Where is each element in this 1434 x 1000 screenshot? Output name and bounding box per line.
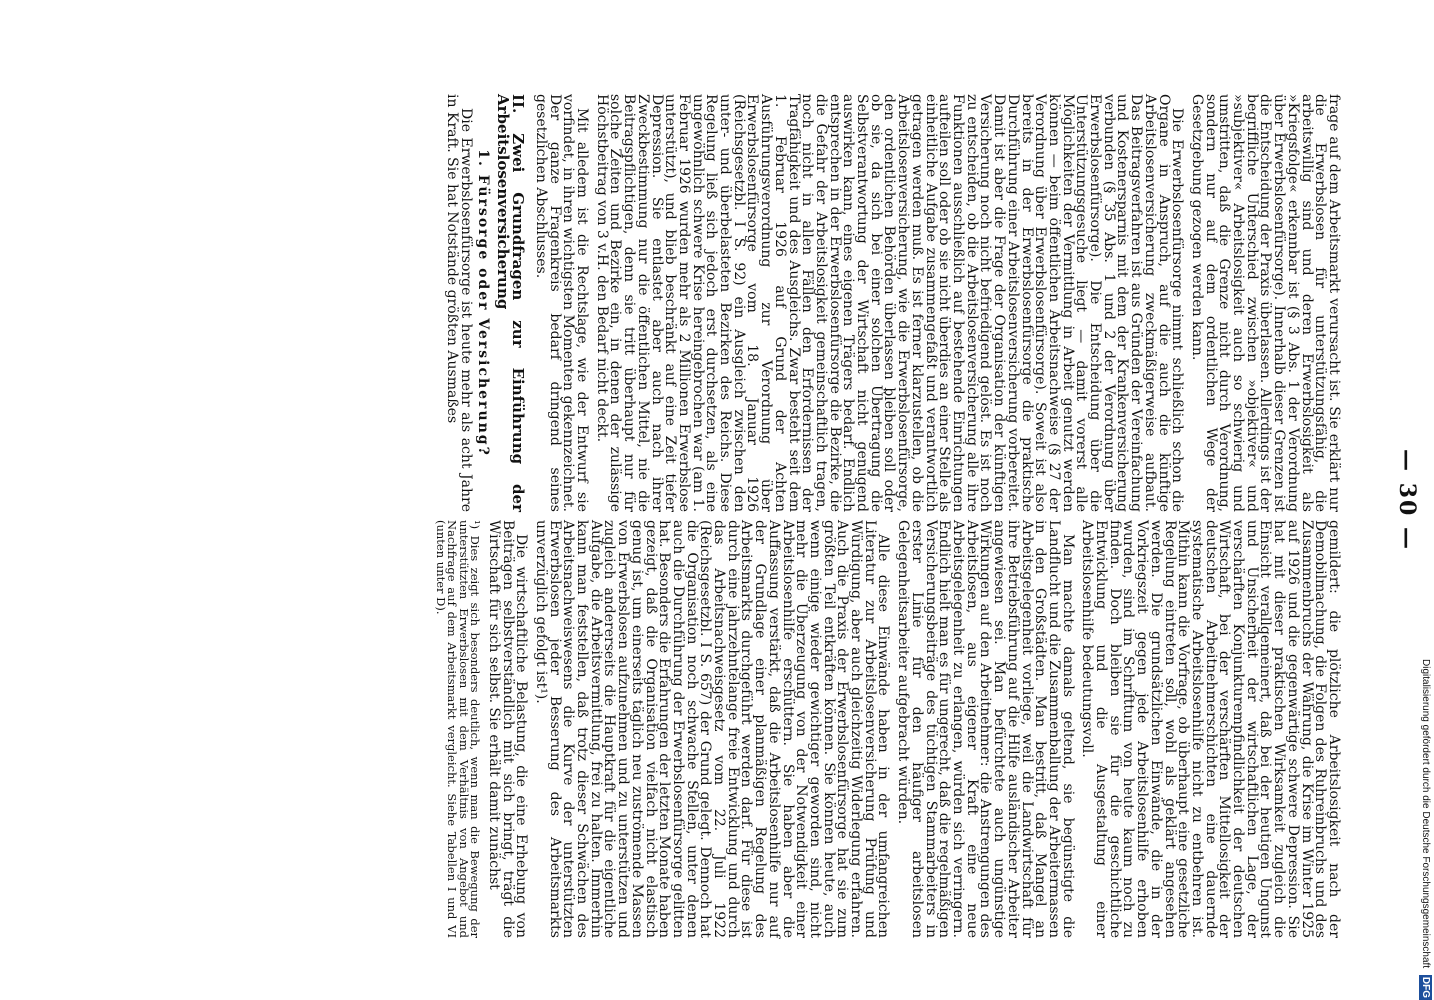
paragraph: Alle diese Einwände haben in der umfangreichen Literatur zur Arbeitslosenversicherung Prüfung und Würdigung, aber auch gleichzeitig Widerlegung erfahren. Auch die Praxis der Erwerbslosenfürsorge hat sie zum größten Teil entkräften können. Sie können heute, auch wenn einige wieder gewichtiger geworden sind, nicht mehr die Überzeugung von der Notwendigkeit einer Arbeitslosenhilfe erschüttern. Sie haben aber die Auffassung verstärkt, daß die Arbeitslosenhilfe nur auf der Grundlage einer planmäßigen Regelung des Arbeitsmarkts durchgeführt werden darf. Für diese ist durch eine jahrzehntelange freie Entwicklung und durch das Arbeitsnachweisgesetz vom 22. Juli 1922 (Reichsgesetzbl. I S. 657) der Grund gelegt. Dennoch hat die Organisation noch schwache Stellen, unter denen auch die Durchführung der Erwerbslosenfürsorge gelitten hat. Besonders die Erfahrungen der letzten Monate haben gezeigt, daß die Organisation vielfach nicht elastisch genug ist, um einerseits täglich neu zuströmende Massen von Erwerbslosen aufzunehmen und zu unterstützen und zugleich andererseits die Hauptkraft für die eigentliche Aufgabe, die Arbeitsvermittlung, frei zu halten. Immerhin kann man feststellen, daß trotz dieser Schwächen des Arbeitsnachweiswesens die Kurve der unterstützten Erwerbslosen jeder Besserung des Arbeitsmarkts unverzüglich gefolgt ist¹). xyxy=(532,520,892,938)
paragraph: frage auf dem Arbeitsmarkt verursacht ist. Sie erklärt nur die Erwerbslosen für unterstützungsfähig, die arbeitswillig sind und deren Erwerbslosigkeit als »Kriegsfolge« erkennbar ist (§ 3 Abs. 1 der Verordnung über Erwerbslosenfürsorge). Innerhalb dieser Grenzen ist die Entscheidung der Praxis überlassen. Allerdings ist der begriffliche Unterschied zwischen »objektiver« und »subjektiver« Arbeitslosigkeit auch so schwierig und umstritten, daß die Grenze nicht durch Verordnung, sondern nur auf dem ordentlichen Wege der Gesetzgebung gezogen werden kann. xyxy=(1188,94,1342,512)
paragraph: Die Erwerbslosenfürsorge nimmt schließlich schon die Organe in Anspruch, auf die auch die künftige Arbeitslosenversicherung zweckmäßigerweise aufbaut. Das Beitragsverfahren ist aus Gründen der Vereinfachung und Kostenersparnis mit dem der Krankenversicherung verbunden (§ 35 Abs. 1 und 2 der Verordnung über Erwerbslosenfürsorge). Die Entscheidung über die Unterstützungsgesuche liegt — damit vorerst alle Möglichkeiten der Vermittlung in Arbeit genutzt werden können — beim öffentlichen Arbeitsnachweise (§ 27 der Verordnung über Erwerbslosenfürsorge). Soweit ist also bereits in der Erwerbslosenfürsorge die praktische Durchführung einer Arbeitslosenversicherung vorbereitet. Damit ist aber die Frage der Organisation der künftigen Versicherung noch nicht befriedigend gelöst. Es ist noch zu entscheiden, ob die Arbeitslosenversicherung alle ihre Funktionen ausschließlich auf bestehende Einrichtungen aufteilen soll oder ob sie nicht überdies an einer Stelle als einheitliche Aufgabe zusammengefaßt und verantwortlich getragen werden muß. Es ist ferner klarzustellen, ob die Arbeitslosenversicherung, wie die Erwerbslosenfürsorge, den ordentlichen Behörden überlassen bleiben soll oder ob sie, da sich bei einer solchen Übertragung die Selbstverantwortung der Wirtschaft nicht genügend auswirken kann, eines eigenen Trägers bedarf. Endlich entsprechen in der Erwerbslosenfürsorge die Bezirke, die die Gefahr der Arbeitslosigkeit gemeinschaftlich tragen, noch nicht in allen Fällen den Erfordernissen der Tragfähigkeit und des Ausgleichs. Zwar besteht seit dem 1. Februar 1926 auf Grund der Achten Ausführungsverordnung zur Verordnung über Erwerbslosenfürsorge vom 18. Januar 1926 (Reichsgesetzbl. I S. 92) ein Ausgleich zwischen den unter- und überbelasteten Bezirken des Reichs. Diese Regelung ließ sich jedoch erst durchsetzen, als eine ungewöhnlich schwere Krise hereingebrochen war (am 1. Februar 1926 wurden mehr als 2 Millionen Erwerbslose unterstützt), und blieb beschränkt auf eine Zeit tiefer Depression. Sie entlastet aber auch nach ihrer Zweckbestimmung nur die öffentlichen Mittel, nie die Beitragspflichtigen, denn sie tritt überhaupt nur für solche Zeiten und Bezirke ein, in denen der zulässige Höchstbeitrag von 3 v.H. den Bedarf nicht deckt. xyxy=(593,94,1186,512)
paragraph: Mit alledem ist die Rechtslage, wie der Entwurf sie vorfindet, in ihren wichtigsten Momenten gekennzeichnet. Der ganze Fragenkreis bedarf dringend seines gesetzlichen Abschlusses. xyxy=(532,94,591,512)
paragraph: Die Erwerbslosenfürsorge ist heute mehr als acht Jahre in Kraft. Sie hat Notstände größten Ausmaßes xyxy=(443,94,474,512)
subsection-heading: 1. Fürsorge oder Versicherung? xyxy=(475,149,492,457)
footnote: ¹) Dies zeigt sich besonders deutlich, wenn man die Bewegung der unterstützten Erwerbslosen mit dem Verhältnis von Angebot und Nachfrage auf dem Arbeitsmarkt vergleicht. Siehe Tabellen I und VI (unten unter D). xyxy=(433,520,483,938)
digitization-notice-text: Digitalisierung gefördert durch die Deutsche Forschungsgemeinschaft xyxy=(1420,659,1431,969)
text-column-left xyxy=(434,520,1340,938)
paragraph: Die wirtschaftliche Belastung, die eine Erhebung von Beiträgen selbstverständlich mit sich bringt, trägt die Wirtschaft für sich selbst. Sie erhält damit zunächst xyxy=(485,520,530,938)
section-heading: II. Zwei Grundfragen zur Einführung der Arbeitslosenversicherung xyxy=(494,94,528,512)
page-number: — 30 — xyxy=(1394,449,1420,551)
paragraph: gemildert: die plötzliche Arbeitslosigkeit nach der Demobilmachung, die Folgen des Ruhreinbruchs und des Zusammenbruchs der Währung, die Krise im Winter 1925 auf 1926 und die gegenwärtige schwere Depression. Sie hat mit dieser praktischen Wirksamkeit zugleich die Einsicht verallgemeinert, daß bei der heutigen Ungunst und Unsicherheit der wirtschaftlichen Lage, der verschärften Konjunkturempfindlichkeit der deutschen Wirtschaft, bei der verschärften Mittellosigkeit der deutschen Arbeitnehmerschichten eine dauernde systematische Arbeitslosenhilfe nicht zu entbehren ist. Mithin kann die Vorfrage, ob überhaupt eine gesetzliche Regelung eintreten soll, wohl als geklärt angesehen werden. Die grundsätzlichen Einwände, die in der Vorkriegszeit gegen jede Arbeitslosenhilfe erhoben wurden, sind im Schrifttum von heute kaum noch zu finden. Doch bleiben sie für die geschichtliche Entwicklung und die Ausgestaltung einer Arbeitslosenhilfe bedeutungsvoll. xyxy=(1079,520,1342,938)
digitization-notice xyxy=(1419,0,1432,1000)
paragraph: Man machte damals geltend, sie begünstigte die Landflucht und die Zusammenballung der Arbeitermassen in den Großstädten. Man bestritt, daß Mangel an Arbeitsgelegenheit vorliege, weil die Landwirtschaft für ihre Betriebsführung auf die Hilfe ausländischer Arbeiter angewiesen sei. Man befürchtete auch ungünstige Wirkungen auf den Arbeitnehmer: die Anstrengungen des Arbeitslosen, aus eigener Kraft eine neue Arbeitsgelegenheit zu erlangen, würden sich verringern. Endlich hielt man es für ungerecht, daß die regelmäßigen Versicherungsbeiträge des tüchtigen Stammarbeiters in erster Linie für den häufiger arbeitslosen Gelegenheitsarbeiter aufgebracht würden. xyxy=(895,520,1076,938)
dfg-logo-badge: DFG xyxy=(1420,976,1431,998)
text-column-right xyxy=(438,94,1340,512)
